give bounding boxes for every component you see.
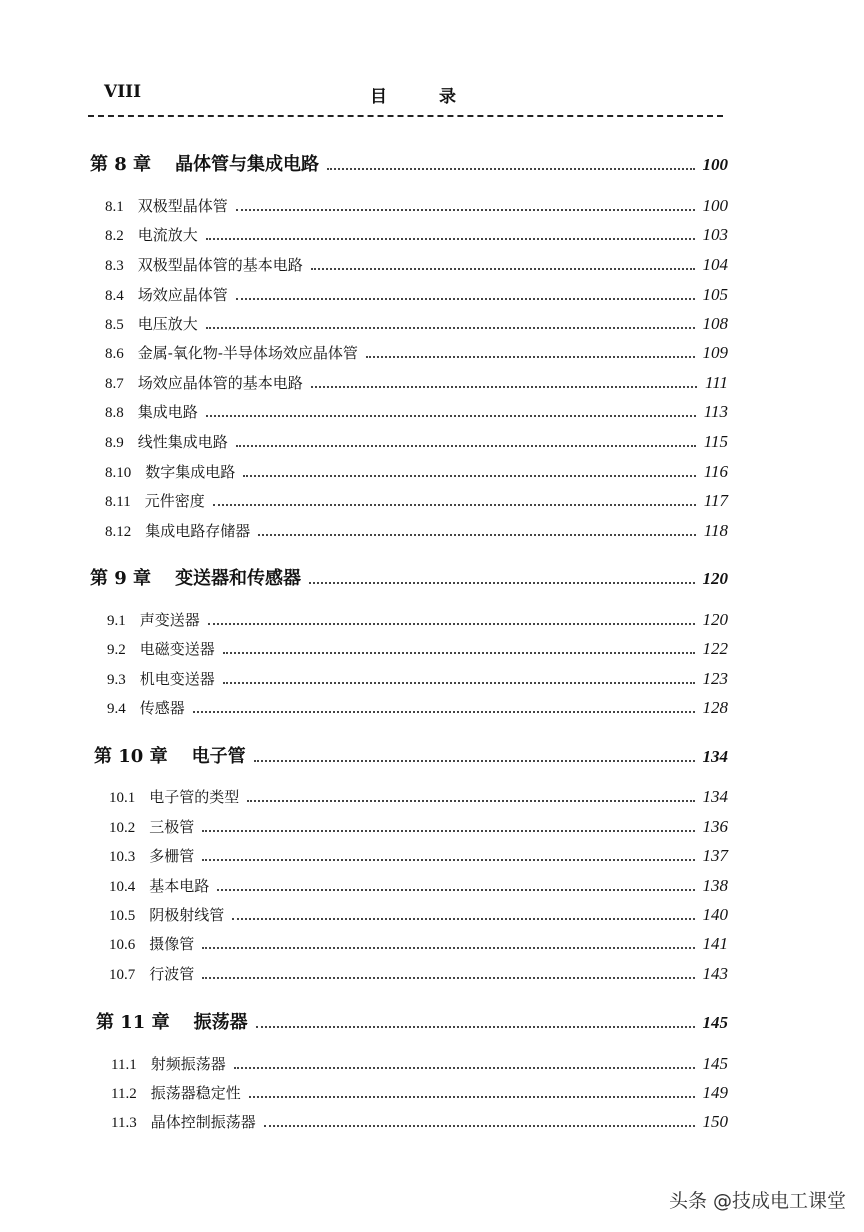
dot-leader	[236, 298, 695, 300]
dot-leader	[309, 582, 694, 584]
toc-section-entry	[105, 284, 728, 305]
entry-title: 场效应晶体管	[137, 286, 228, 304]
entry-title: 行波管	[149, 965, 195, 983]
entry-number: 10.1	[109, 790, 136, 806]
toc-section-entry	[105, 254, 728, 275]
entry-page: 115	[703, 432, 728, 451]
entry-number: 11.1	[111, 1057, 137, 1073]
dot-leader	[223, 652, 695, 654]
entry-title: 多栅管	[149, 847, 195, 865]
dot-leader	[311, 268, 695, 270]
entry-number: 8.4	[105, 288, 124, 304]
entry-title: 晶体控制振荡器	[150, 1113, 256, 1131]
entry-page: 128	[702, 698, 728, 717]
toc-chapter-entry	[90, 150, 728, 176]
entry-number: 8.10	[105, 465, 132, 481]
entry-title: 机电变送器	[139, 670, 215, 688]
entry-number: 8.5	[105, 317, 124, 333]
toc-chapter-entry	[94, 742, 728, 768]
entry-number: 11.3	[111, 1115, 137, 1131]
dot-leader	[254, 760, 695, 762]
dot-leader	[206, 327, 695, 329]
entry-number: 8.12	[105, 524, 132, 540]
entry-number: 8.9	[105, 435, 124, 451]
header-divider	[88, 115, 723, 117]
dot-leader	[202, 977, 694, 979]
toc-section-entry	[111, 1053, 728, 1074]
toc-section-entry	[105, 224, 728, 245]
entry-title: 阴极射线管	[149, 906, 225, 924]
entry-number: 11.2	[111, 1086, 137, 1102]
entry-page: 111	[705, 373, 728, 392]
entry-number: 8.7	[105, 376, 124, 392]
entry-page: 140	[702, 905, 728, 924]
entry-title: 电子管的类型	[149, 788, 240, 806]
toc-section-entry	[109, 904, 728, 925]
toc-chapter-entry	[96, 1008, 728, 1034]
entry-number: 9.1	[107, 613, 126, 629]
entry-number: 10.3	[109, 849, 136, 865]
entry-number: 第 10 章	[94, 746, 168, 767]
entry-title: 振荡器	[193, 1012, 248, 1033]
dot-leader	[208, 623, 695, 625]
dot-leader	[243, 475, 695, 477]
entry-number: 8.1	[105, 199, 124, 215]
entry-page: 100	[702, 196, 728, 215]
entry-title: 基本电路	[149, 877, 210, 895]
dot-leader	[193, 711, 695, 713]
entry-page: 109	[702, 343, 728, 362]
entry-page: 104	[702, 255, 728, 274]
toc-section-entry	[109, 786, 728, 807]
dot-leader	[202, 830, 694, 832]
entry-title: 声变送器	[139, 611, 200, 629]
dot-leader	[264, 1125, 695, 1127]
dot-leader	[232, 918, 694, 920]
watermark: 头条 @技成电工课堂	[668, 1190, 846, 1212]
header-title: 目录	[370, 87, 508, 107]
entry-number: 8.2	[105, 228, 124, 244]
toc-section-entry	[105, 431, 728, 452]
entry-page: 145	[702, 1054, 728, 1073]
entry-title: 传感器	[139, 699, 185, 717]
entry-title: 场效应晶体管的基本电路	[137, 374, 303, 392]
entry-page: 141	[702, 934, 728, 953]
entry-page: 100	[702, 155, 728, 174]
entry-title: 三极管	[149, 818, 195, 836]
entry-number: 第 9 章	[90, 568, 152, 589]
entry-number: 10.6	[109, 937, 136, 953]
toc-section-entry	[105, 195, 728, 216]
header-page-number: VIII	[104, 82, 142, 102]
entry-title: 元件密度	[144, 492, 205, 510]
entry-number: 9.3	[107, 672, 126, 688]
entry-page: 145	[702, 1013, 728, 1032]
dot-leader	[206, 415, 696, 417]
entry-page: 108	[702, 314, 728, 333]
dot-leader	[206, 238, 695, 240]
dot-leader	[236, 209, 695, 211]
entry-page: 149	[702, 1083, 728, 1102]
entry-title: 双极型晶体管	[137, 197, 228, 215]
toc-section-entry	[109, 933, 728, 954]
entry-number: 10.7	[109, 967, 136, 983]
toc-section-entry	[107, 609, 728, 630]
toc-section-entry	[105, 461, 728, 482]
toc-section-entry	[107, 638, 728, 659]
entry-page: 116	[703, 462, 728, 481]
entry-title: 振荡器稳定性	[150, 1084, 241, 1102]
entry-page: 113	[703, 402, 728, 421]
entry-page: 134	[702, 747, 728, 766]
entry-page: 118	[703, 521, 728, 540]
dot-leader	[258, 534, 695, 536]
dot-leader	[202, 859, 694, 861]
toc-section-entry	[109, 963, 728, 984]
entry-title: 晶体管与集成电路	[175, 154, 320, 175]
entry-title: 电磁变送器	[139, 640, 215, 658]
toc-section-entry	[111, 1111, 728, 1132]
entry-title: 双极型晶体管的基本电路	[137, 256, 303, 274]
toc-section-entry	[109, 816, 728, 837]
entry-number: 8.3	[105, 258, 124, 274]
entry-page: 120	[702, 569, 728, 588]
dot-leader	[366, 356, 695, 358]
entry-title: 摄像管	[149, 935, 195, 953]
dot-leader	[249, 1096, 695, 1098]
entry-number: 9.2	[107, 642, 126, 658]
entry-page: 103	[702, 225, 728, 244]
entry-title: 集成电路存储器	[145, 522, 251, 540]
entry-page: 136	[702, 817, 728, 836]
entry-page: 122	[702, 639, 728, 658]
entry-page: 105	[702, 285, 728, 304]
entry-page: 134	[702, 787, 728, 806]
dot-leader	[256, 1026, 695, 1028]
dot-leader	[213, 504, 696, 506]
toc-chapter-entry	[90, 564, 728, 590]
toc-section-entry	[109, 875, 728, 896]
dot-leader	[247, 800, 694, 802]
entry-page: 120	[702, 610, 728, 629]
entry-page: 117	[703, 491, 728, 510]
entry-title: 线性集成电路	[137, 433, 228, 451]
toc-section-entry	[109, 845, 728, 866]
entry-title: 变送器和传感器	[175, 568, 302, 589]
dot-leader	[234, 1067, 695, 1069]
dot-leader	[311, 386, 697, 388]
entry-title: 集成电路	[137, 403, 198, 421]
toc-section-entry	[105, 490, 728, 511]
dot-leader	[217, 889, 694, 891]
entry-number: 8.6	[105, 346, 124, 362]
toc-section-entry	[105, 313, 728, 334]
toc-section-entry	[105, 520, 728, 541]
toc-section-entry	[111, 1082, 728, 1103]
entry-number: 10.2	[109, 820, 136, 836]
dot-leader	[223, 682, 695, 684]
toc-section-entry	[105, 342, 728, 363]
entry-page: 137	[702, 846, 728, 865]
entry-page: 150	[702, 1112, 728, 1131]
entry-number: 10.4	[109, 879, 136, 895]
entry-number: 8.8	[105, 405, 124, 421]
entry-title: 射频振荡器	[150, 1055, 226, 1073]
entry-title: 电子管	[191, 746, 246, 767]
entry-number: 第 8 章	[90, 154, 152, 175]
toc-section-entry	[107, 668, 728, 689]
entry-title: 电压放大	[137, 315, 198, 333]
entry-number: 8.11	[105, 494, 131, 510]
dot-leader	[202, 947, 694, 949]
toc-section-entry	[105, 372, 728, 393]
entry-page: 123	[702, 669, 728, 688]
entry-page: 143	[702, 964, 728, 983]
toc-section-entry	[107, 697, 728, 718]
entry-number: 10.5	[109, 908, 136, 924]
dot-leader	[236, 445, 696, 447]
toc-section-entry	[105, 401, 728, 422]
entry-title: 数字集成电路	[145, 463, 236, 481]
entry-number: 第 11 章	[96, 1012, 170, 1033]
dot-leader	[327, 168, 694, 170]
entry-page: 138	[702, 876, 728, 895]
entry-number: 9.4	[107, 701, 126, 717]
entry-title: 金属-氧化物-半导体场效应晶体管	[137, 344, 358, 362]
entry-title: 电流放大	[137, 226, 198, 244]
